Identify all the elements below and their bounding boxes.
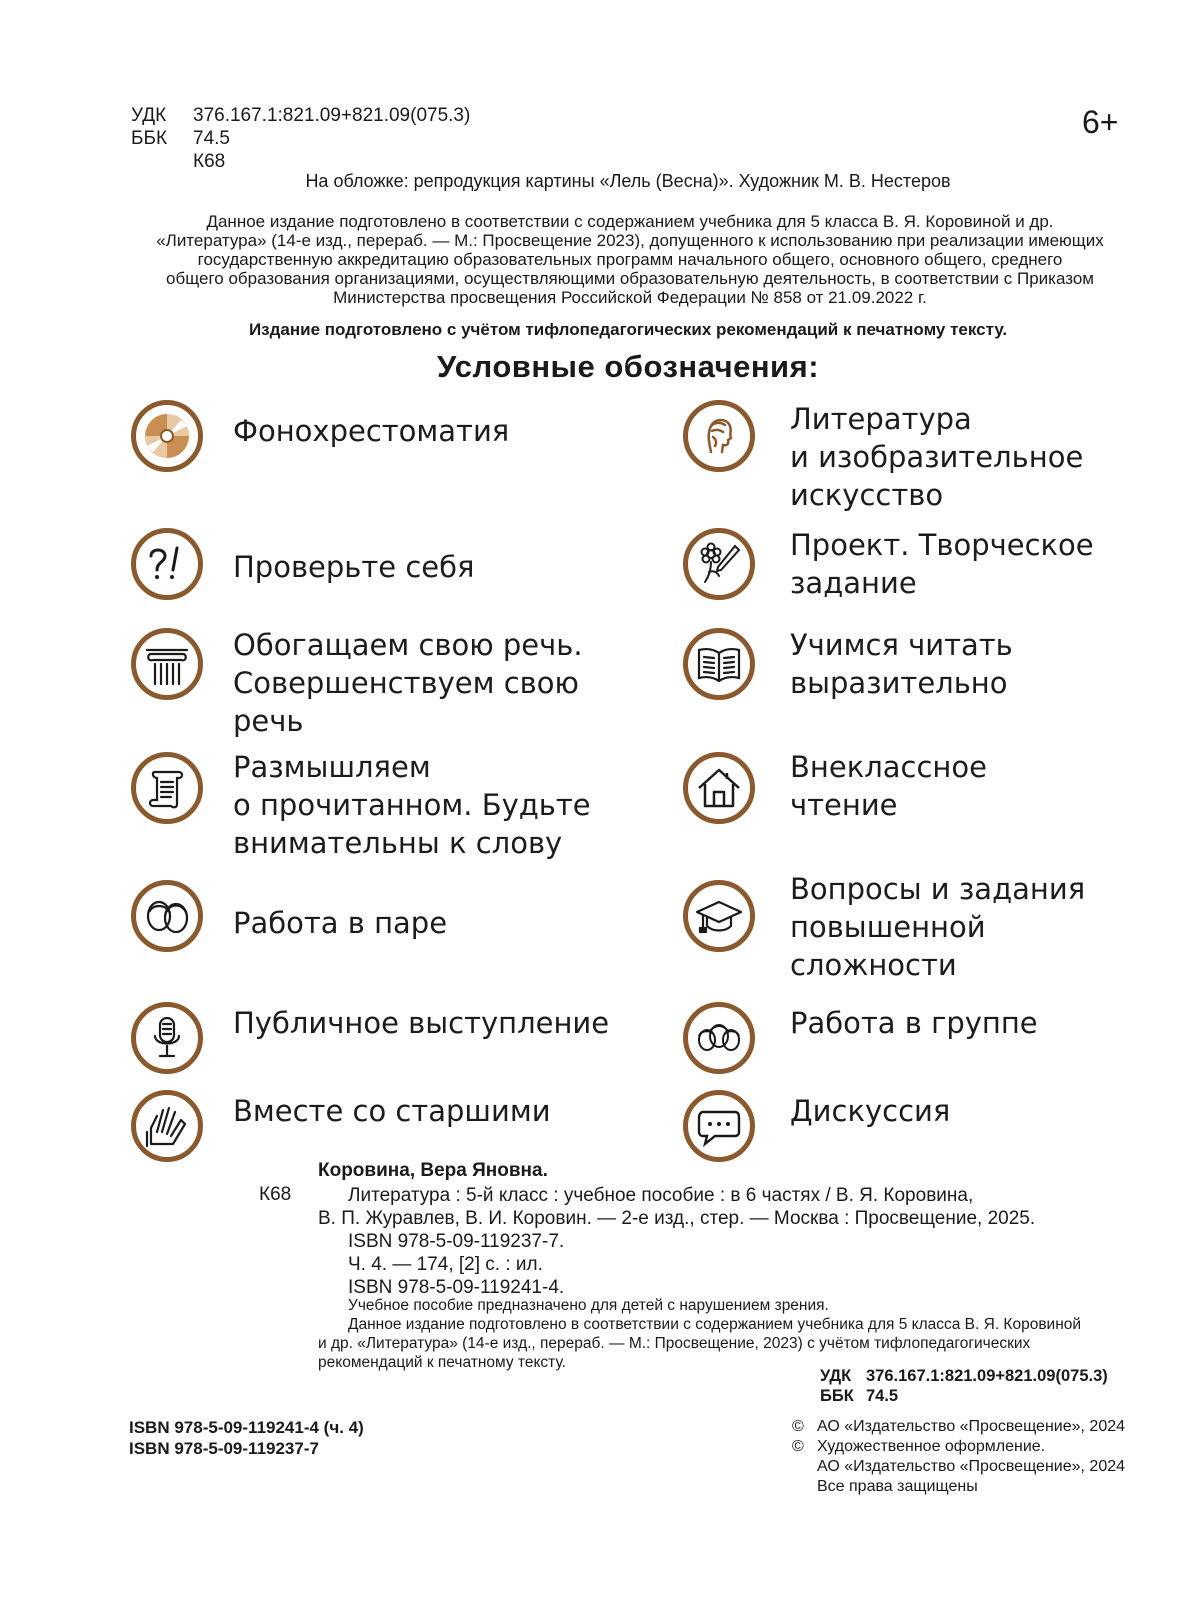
biblio-description — [318, 1184, 1126, 1299]
biblio-note: Учебное пособие предназначено для детей с нарушением зрения. — [348, 1297, 829, 1314]
copyright-symbol: © — [792, 1418, 804, 1435]
preparation-line: «Литература» (14-е изд., перераб. — М.: Просвещение 2023), допущенного к использованию при реализации имеющих — [156, 231, 1104, 250]
scroll-icon — [131, 752, 203, 824]
biblio-line: В. П. Журавлев, В. И. Коровин. — 2-е изд., стер. — Москва : Просвещение, 2025. — [318, 1208, 1036, 1229]
cover-note: На обложке: репродукция картины «Лель (Весна)». Художник М. В. Нестеров — [305, 171, 951, 191]
bbk-label: ББК — [820, 1387, 854, 1405]
speech-bubble-icon — [683, 1090, 755, 1162]
copyright-line: Все права защищены — [817, 1478, 978, 1495]
cd-disc-icon — [131, 400, 203, 472]
legend-label: Дискуссия — [790, 1094, 951, 1128]
legend-label: Фонохрестоматия — [233, 414, 510, 448]
legend-label: Публичное выступление — [233, 1006, 610, 1040]
isbn-line: ISBN 978-5-09-119237-7 — [129, 1439, 319, 1458]
copyright-line: Художественное оформление. — [817, 1438, 1046, 1455]
udk-block — [131, 104, 470, 173]
preparation-line: Министерства просвещения Российской Федерации № 858 от 21.09.2022 г. — [333, 288, 927, 307]
legend-label: Проверьте себя — [233, 550, 475, 584]
biblio-author: Коровина, Вера Яновна. — [318, 1160, 548, 1181]
biblio-isbn-part: ISBN 978-5-09-119241-4. — [348, 1277, 565, 1298]
legend-label: Обогащаем свою речь. Совершенствуем свою речь — [233, 628, 583, 738]
legend-label: Учимся читать выразительно — [790, 628, 1013, 700]
copyright-line: АО «Издательство «Просвещение», 2024 — [817, 1458, 1126, 1475]
preparation-line: Данное издание подготовлено в соответствии с содержанием учебника для 5 класса В. Я. Коровиной и др. — [206, 212, 1054, 231]
biblio-mark: К68 — [259, 1184, 292, 1205]
biblio-udk — [820, 1366, 1108, 1406]
legend-label: Проект. Творческое задание — [790, 528, 1094, 600]
copyright-block — [792, 1417, 1125, 1497]
udk-label: УДК — [820, 1367, 852, 1385]
author-mark: К68 — [193, 151, 226, 172]
hands-icon — [131, 1090, 203, 1162]
age-rating: 6+ — [1082, 104, 1119, 140]
preparation-line: общего образования организациями, осуществляющими образовательную деятельность, в соответствии с Приказом — [166, 269, 1094, 288]
legend-label: Размышляем о прочитанном. Будьте внимательны к слову — [233, 750, 591, 860]
biblio-notes — [318, 1296, 1126, 1372]
bbk-value: 74.5 — [193, 128, 230, 149]
preparation-note — [135, 212, 1125, 307]
biblio-note: рекомендаций к печатному тексту. — [318, 1354, 566, 1371]
biblio-line: Литература : 5-й класс : учебное пособие : в 6 частях / В. Я. Коровина, — [348, 1185, 974, 1206]
bbk-label: ББК — [131, 128, 168, 149]
biblio-part: Ч. 4. — 174, [2] с. : ил. — [348, 1254, 543, 1275]
copyright-line: АО «Издательство «Просвещение», 2024 — [817, 1418, 1126, 1435]
two-faces-icon — [131, 880, 203, 952]
legend-title: Условные обозначения: — [436, 349, 820, 384]
preparation-line: государственную аккредитацию образовательных программ начального общего, основного общего, среднего — [197, 250, 1063, 269]
group-faces-icon — [683, 1002, 755, 1074]
legend-label: Вопросы и задания повышенной сложности — [790, 872, 1086, 982]
microphone-icon — [131, 1002, 203, 1074]
copyright-symbol: © — [792, 1438, 804, 1455]
house-icon — [683, 752, 755, 824]
flower-pencil-icon — [683, 528, 755, 600]
udk-label: УДК — [131, 105, 167, 126]
udk-value: 376.167.1:821.09+821.09(075.3) — [193, 105, 471, 126]
legend-label: Вместе со старшими — [233, 1094, 551, 1128]
biblio-note: Данное издание подготовлено в соответствии с содержанием учебника для 5 класса В. Я. Коровиной — [348, 1316, 1082, 1333]
classical-head-icon — [683, 400, 755, 472]
bbk-value: 74.5 — [866, 1387, 899, 1405]
legend-label: Работа в паре — [233, 906, 448, 940]
legend-label: Внеклассное чтение — [790, 750, 987, 822]
isbn-line: ISBN 978-5-09-119241-4 (ч. 4) — [129, 1418, 364, 1437]
tiflo-note: Издание подготовлено с учётом тифлопедагогических рекомендаций к печатному тексту. — [248, 320, 1008, 339]
open-book-icon — [683, 628, 755, 700]
legend-label: Литература и изобразительное искусство — [790, 402, 1084, 512]
graduation-cap-icon — [683, 880, 755, 952]
column-capital-icon — [131, 628, 203, 700]
biblio-isbn-set: ISBN 978-5-09-119237-7. — [348, 1231, 565, 1252]
question-exclamation-icon — [131, 528, 203, 600]
udk-value: 376.167.1:821.09+821.09(075.3) — [866, 1367, 1108, 1385]
legend-label: Работа в группе — [790, 1006, 1038, 1040]
biblio-note: и др. «Литература» (14-е изд., перераб. — М.: Просвещение, 2023) с учётом тифлопедагогических — [318, 1335, 1031, 1352]
isbn-block — [129, 1417, 364, 1459]
